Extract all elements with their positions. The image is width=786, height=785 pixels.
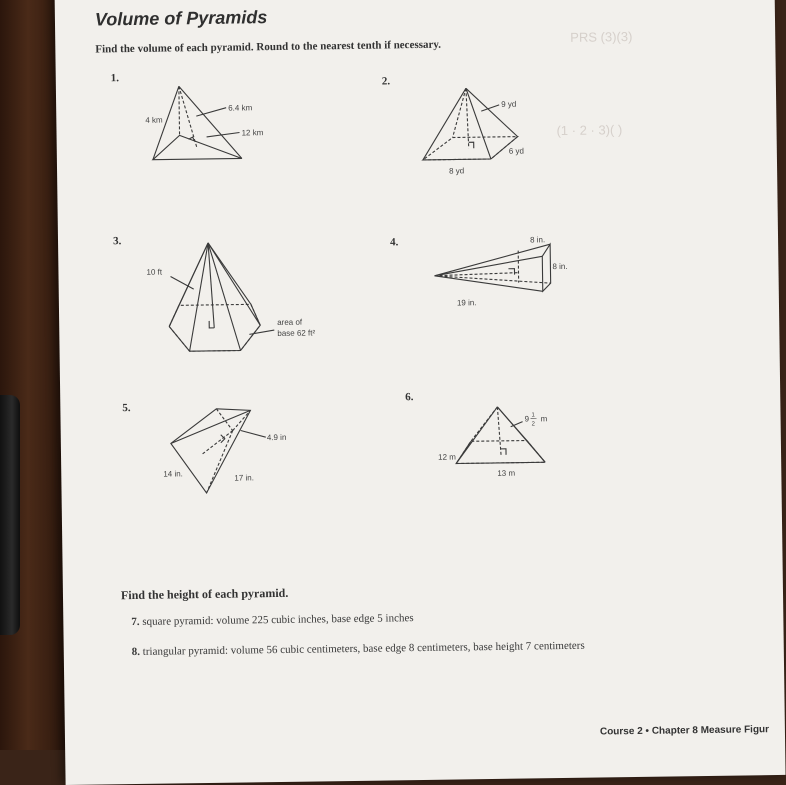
question-8-number: 8. xyxy=(132,646,140,658)
problem-2-label-side: 6 yd xyxy=(509,147,524,156)
problem-6-label-frac-num: 1 xyxy=(531,412,535,418)
problem-5-number: 5. xyxy=(122,402,130,414)
problem-4-label-side: 8 in. xyxy=(552,262,567,271)
problem-1-label-height: 4 km xyxy=(145,116,163,125)
problem-2-number: 2. xyxy=(382,75,390,87)
problem-1-label-base: 12 km xyxy=(241,128,263,137)
problem-6-figure xyxy=(54,0,785,785)
problem-1-label-slant: 6.4 km xyxy=(228,103,252,112)
faint-mark-1: PRS (3)(3) xyxy=(570,29,632,45)
worksheet-title: Volume of Pyramids xyxy=(95,7,268,30)
question-8-text: triangular pyramid: volume 56 cubic centimeters, base edge 8 centimeters, base height 7 centimeters xyxy=(143,640,585,658)
problem-2-label-base: 8 yd xyxy=(449,166,464,175)
problem-6-label-unit: m xyxy=(540,414,547,423)
worksheet-page xyxy=(54,0,785,785)
problem-5-label-base: 14 in. xyxy=(163,469,183,478)
problem-4-label-length: 19 in. xyxy=(457,298,477,307)
footer-course: Course 2 xyxy=(600,726,643,738)
faint-mark-2: (1 · 2 · 3)( ) xyxy=(556,122,622,138)
problem-6-label-side: 12 m xyxy=(438,453,456,462)
question-7-text: square pyramid: volume 225 cubic inches, base edge 5 inches xyxy=(142,612,413,628)
problem-3-number: 3. xyxy=(113,235,121,247)
problem-2-label-slant: 9 yd xyxy=(501,100,516,109)
problem-6-label-base: 13 m xyxy=(497,469,515,478)
device-edge xyxy=(0,395,20,635)
footer-bullet: • xyxy=(643,726,652,737)
problem-3-label-area: area of xyxy=(277,318,303,327)
problem-3-label-height: 10 ft xyxy=(146,268,162,277)
problem-5-label-side: 17 in. xyxy=(234,473,254,482)
problem-4-number: 4. xyxy=(390,236,398,248)
problem-1-number: 1. xyxy=(111,72,119,84)
section2-heading: Find the height of each pyramid. xyxy=(121,586,289,603)
problem-6-number: 6. xyxy=(405,391,413,403)
problem-6-label-frac-den: 2 xyxy=(532,421,536,427)
problem-4-label-top: 8 in. xyxy=(530,235,545,244)
problem-6-label-whole: 9 xyxy=(524,414,529,423)
problem-3-label-base: base 62 ft² xyxy=(277,328,315,338)
footer-chapter: Chapter 8 Measure Figur xyxy=(652,724,769,737)
problem-5-label-height: 4.9 in xyxy=(267,433,287,442)
instructions: Find the volume of each pyramid. Round to the nearest tenth if necessary. xyxy=(95,39,441,56)
question-7-number: 7. xyxy=(131,616,139,628)
